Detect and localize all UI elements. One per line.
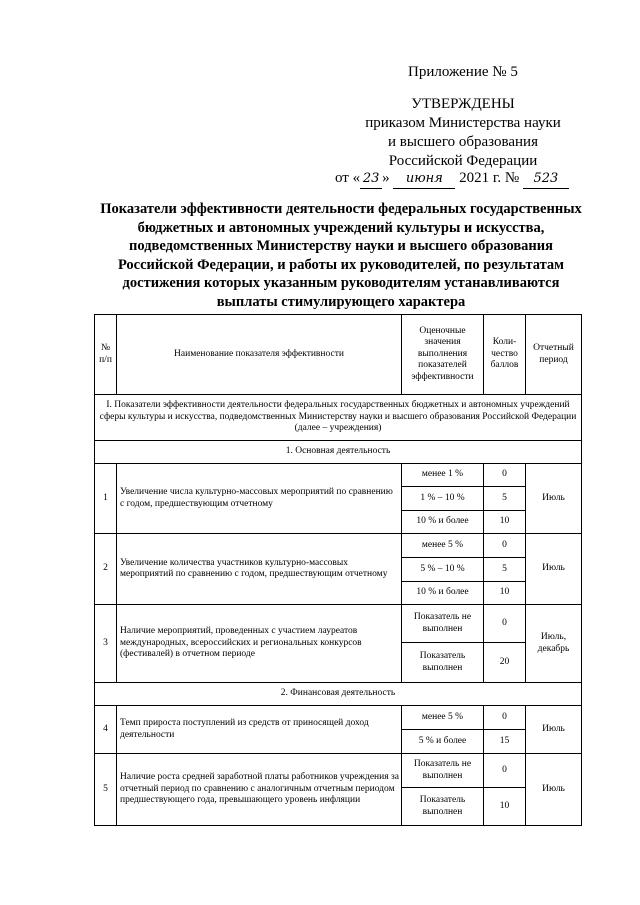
- date-mid: »: [382, 170, 390, 186]
- approval-block: [345, 95, 581, 171]
- row-points: 15: [484, 730, 526, 754]
- document-title: Показатели эффективности деятельности федеральных государственных бюджетных и автономных учреждений культуры и искусства, подведомственных Министерству науки и высшего образования Российской Федерации, и работы их руководителей, по результатам достижения которых указанным руководителям устанавливаются выплаты стимулирующего характера: [100, 201, 582, 310]
- header-name: Наименование показателя эффективности: [117, 315, 402, 395]
- row-indicator: Увеличение числа культурно-массовых мероприятий по сравнению с годом, предшествующим отчетному: [117, 464, 402, 534]
- table-row: [95, 706, 582, 730]
- row-period: Июль, декабрь: [526, 605, 582, 683]
- row-points: 10: [484, 582, 526, 605]
- row-indicator: Темп прироста поступлений из средств от приносящей доход деятельности: [117, 706, 402, 754]
- row-value: 10 % и более: [402, 511, 484, 534]
- date-day: 23: [360, 169, 382, 189]
- row-points: 0: [484, 464, 526, 487]
- row-period: Июль: [526, 464, 582, 534]
- row-num: 1: [95, 464, 117, 534]
- row-indicator: Наличие мероприятий, проведенных с участием лауреатов международных, всероссийских и региональных конкурсов (фестивалей) в отчетном периоде: [117, 605, 402, 683]
- row-value: Показатель не выполнен: [402, 754, 484, 788]
- table-row: [95, 605, 582, 643]
- table-row: [95, 464, 582, 487]
- order-number: 523: [523, 169, 569, 189]
- row-num: 5: [95, 754, 117, 826]
- order-line-3: Российской Федерации: [388, 153, 538, 169]
- row-points: 5: [484, 558, 526, 582]
- order-date-line: [335, 169, 569, 189]
- row-indicator: Наличие роста средней заработной платы работников учреждения за отчетный период по сравнению с аналогичным отчетным периодом предшествующего года, превышающего уровень инфляции: [117, 754, 402, 826]
- row-period: Июль: [526, 754, 582, 826]
- date-year: 2021 г. №: [459, 170, 520, 186]
- appendix-label: Приложение № 5: [408, 64, 518, 80]
- row-points: 10: [484, 511, 526, 534]
- subsection-row: [95, 441, 582, 464]
- date-prefix: от «: [335, 170, 361, 186]
- header-values: Оценочные значения выполнения показателей эффективности: [402, 315, 484, 395]
- subsection-main-activity: 1. Основная деятельность: [95, 441, 582, 464]
- row-value: Показатель не выполнен: [402, 605, 484, 643]
- row-period: Июль: [526, 534, 582, 605]
- header-points: Коли-чество баллов: [484, 315, 526, 395]
- row-value: менее 5 %: [402, 706, 484, 730]
- approved-label: УТВЕРЖДЕНЫ: [411, 96, 515, 112]
- row-value: Показатель выполнен: [402, 643, 484, 683]
- row-points: 0: [484, 706, 526, 730]
- header-period: Отчетный период: [526, 315, 582, 395]
- header-num: № п/п: [95, 315, 117, 395]
- table-row: [95, 754, 582, 788]
- row-points: 0: [484, 605, 526, 643]
- row-indicator: Увеличение количества участников культурно-массовых мероприятий по сравнению с годом, предшествующим отчетному: [117, 534, 402, 605]
- row-num: 2: [95, 534, 117, 605]
- order-line-1: приказом Министерства науки: [365, 115, 561, 131]
- row-points: 0: [484, 534, 526, 558]
- row-value: Показатель выполнен: [402, 788, 484, 826]
- subsection-financial-activity: 2. Финансовая деятельность: [95, 683, 582, 706]
- table-header-row: [95, 315, 582, 395]
- row-value: менее 1 %: [402, 464, 484, 487]
- row-value: менее 5 %: [402, 534, 484, 558]
- row-value: 10 % и более: [402, 582, 484, 605]
- row-points: 5: [484, 487, 526, 511]
- subsection-row: [95, 683, 582, 706]
- section-row: [95, 395, 582, 441]
- table-row: [95, 534, 582, 558]
- row-points: 10: [484, 788, 526, 826]
- row-num: 3: [95, 605, 117, 683]
- section-main-title: I. Показатели эффективности деятельности федеральных государственных бюджетных и автономных учреждений сферы культуры и искусства, подведомственных Министерству науки и высшего образования Российской Федерации (далее – учреждения): [95, 395, 582, 441]
- row-points: 0: [484, 754, 526, 788]
- row-points: 20: [484, 643, 526, 683]
- order-line-2: и высшего образования: [388, 134, 538, 150]
- row-value: 5 % – 10 %: [402, 558, 484, 582]
- row-value: 5 % и более: [402, 730, 484, 754]
- indicators-table: [94, 314, 582, 826]
- row-period: Июль: [526, 706, 582, 754]
- date-month: июня: [393, 169, 455, 189]
- row-value: 1 % – 10 %: [402, 487, 484, 511]
- row-num: 4: [95, 706, 117, 754]
